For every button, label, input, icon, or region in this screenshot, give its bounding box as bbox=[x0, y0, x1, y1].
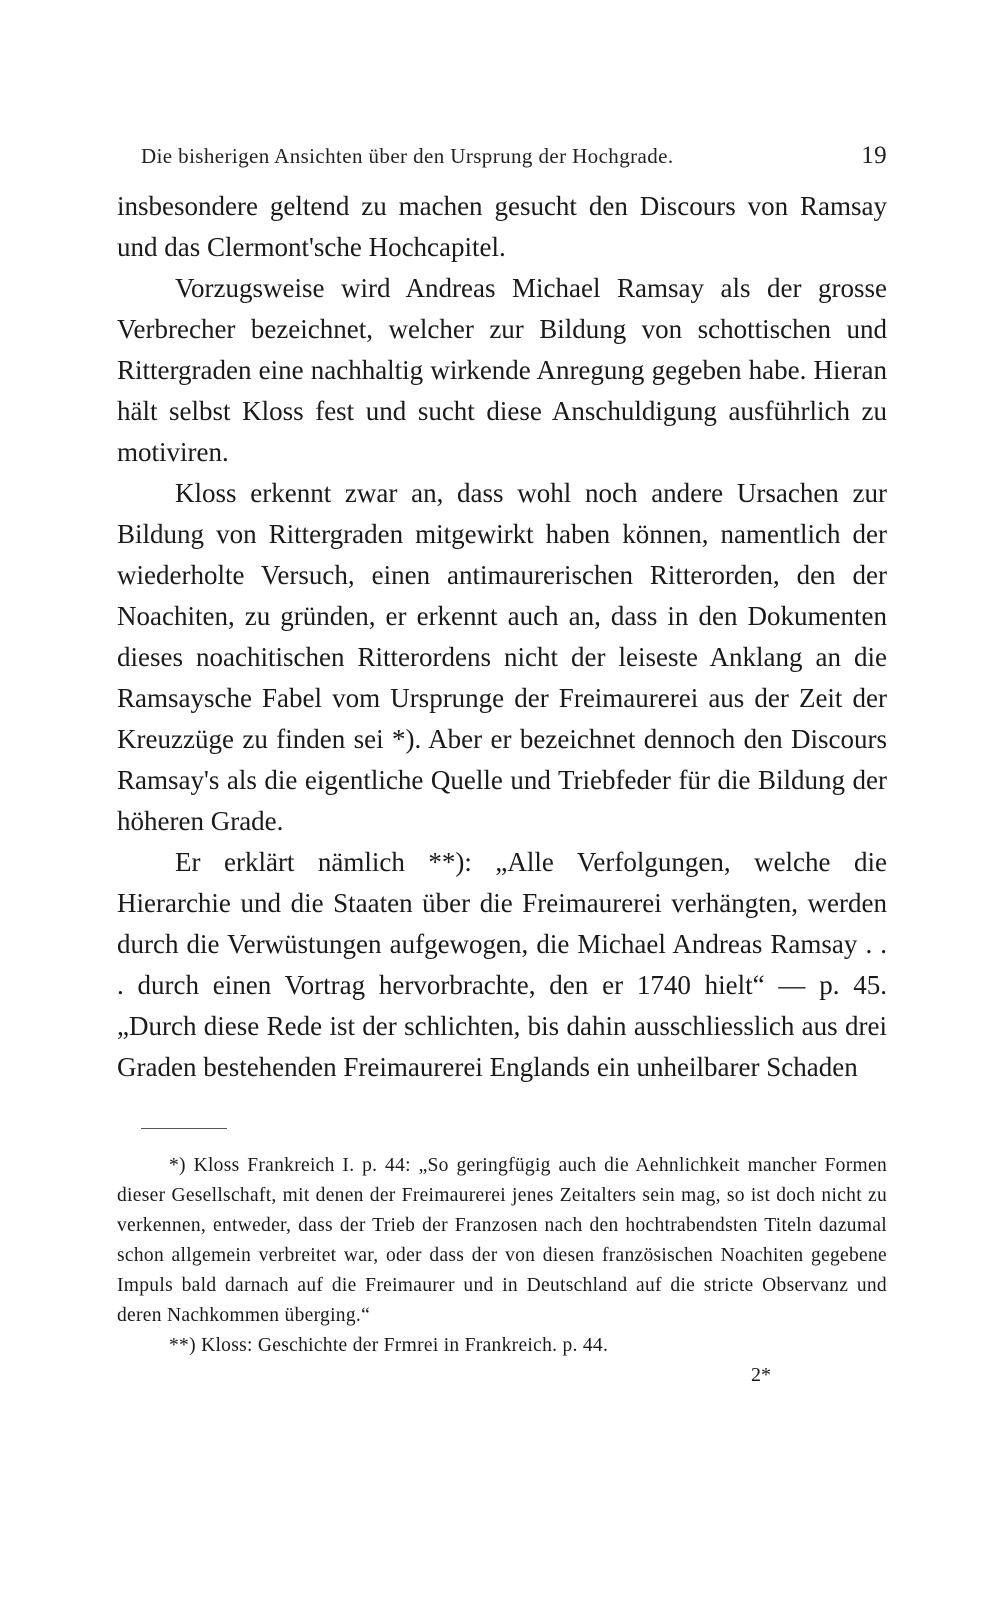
main-text bbox=[117, 186, 887, 1088]
running-head bbox=[117, 136, 887, 176]
footnotes bbox=[117, 1151, 887, 1361]
signature-mark: 2* bbox=[751, 1364, 771, 1386]
footnote-1: *) Kloss Frankreich I. p. 44: „So geringfügig auch die Aehnlichkeit mancher Formen dieser Gesellschaft, mit denen der Freimaurerei jenes Zeitalters sein mag, so ist doch nicht zu verkennen, entweder, dass der Trieb der Franzosen nach den hochtrabendsten Titeln dazumal schon allgemein verbreitet war, oder dass der von diesen französischen Noachiten gegebene Impuls bald darnach auf die Freimaurer und in Deutschland auf die stricte Observanz und deren Nachkommen überging.“ bbox=[117, 1155, 887, 1326]
book-page bbox=[117, 136, 887, 1387]
paragraph-continuation: insbesondere geltend zu machen gesucht den Discours von Ramsay und das Clermont'sche Hochcapitel. bbox=[117, 191, 887, 262]
running-title: Die bisherigen Ansichten über den Ursprung der Hochgrade. bbox=[141, 144, 674, 168]
paragraph: Vorzugsweise wird Andreas Michael Ramsay als der grosse Verbrecher bezeichnet, welcher zur Bildung von schottischen und Rittergraden eine nachhaltig wirkende Anregung gegeben habe. Hieran hält selbst Kloss fest und sucht diese Anschuldigung ausführlich zu motiviren. bbox=[117, 273, 887, 467]
footnote-divider bbox=[141, 1128, 227, 1129]
footnote-2: **) Kloss: Geschichte der Frmrei in Frankreich. p. 44. bbox=[169, 1335, 609, 1356]
paragraph: Er erklärt nämlich **): „Alle Verfolgungen, welche die Hierarchie und die Staaten über die Freimaurerei verhängten, werden durch die Verwüstungen aufgewogen, die Michael Andreas Ramsay . . . durch einen Vortrag hervorbrachte, den er 1740 hielt“ — p. 45. „Durch diese Rede ist der schlichten, bis dahin ausschliesslich aus drei Graden bestehenden Freimaurerei Englands ein unheilbarer Schaden bbox=[117, 847, 887, 1082]
page-number: 19 bbox=[861, 142, 887, 169]
paragraph: Kloss erkennt zwar an, dass wohl noch andere Ursachen zur Bildung von Rittergraden mitgewirkt haben können, namentlich der wiederholte Versuch, einen antimaurerischen Ritterorden, den der Noachiten, zu gründen, er erkennt auch an, dass in den Dokumenten dieses noachitischen Ritterordens nicht der leiseste Anklang an die Ramsaysche Fabel vom Ursprunge der Freimaurerei aus der Zeit der Kreuzzüge zu finden sei *). Aber er bezeichnet dennoch den Discours Ramsay's als die eigentliche Quelle und Triebfeder für die Bildung der höheren Grade. bbox=[117, 478, 887, 836]
